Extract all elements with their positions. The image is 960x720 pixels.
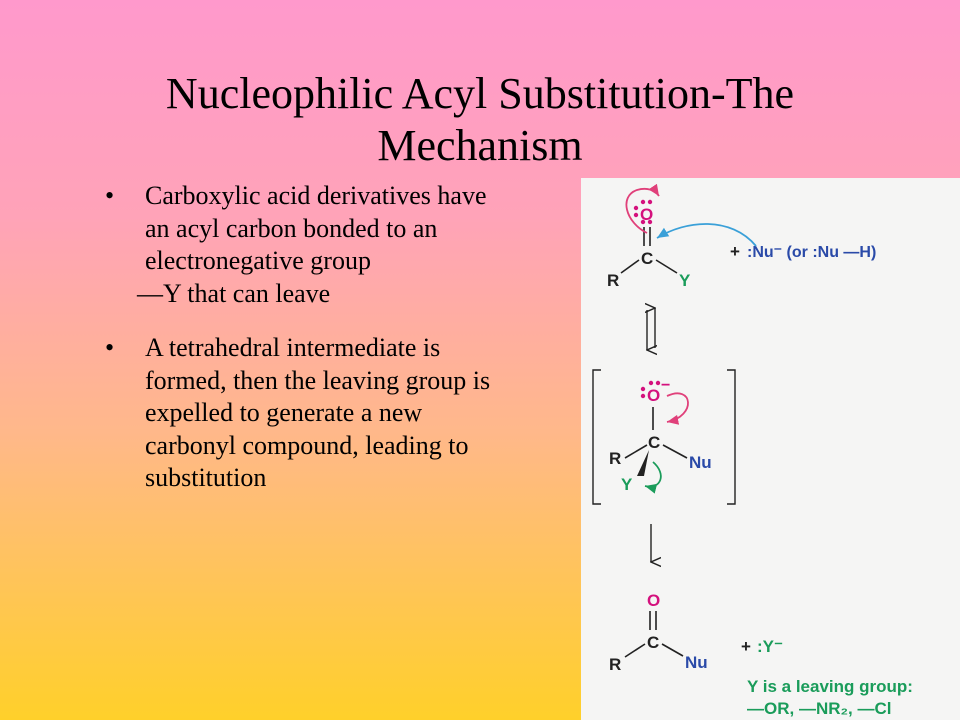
mechanism-diagram [581,178,960,720]
mechanism-svg [581,178,960,720]
slide-title [0,68,960,172]
bond-line [621,260,639,273]
step2-intermediate [593,370,735,504]
title-line-2: Mechanism [377,121,583,170]
reform-carbonyl-arrow [667,393,688,422]
nucleophile-label: :Nu⁻ (or :Nu —H) [747,244,877,261]
bond-line [625,445,647,458]
bond-line [656,260,677,273]
step1-reactant [607,189,876,290]
r-group: R [609,655,622,674]
bullet-1-text: Carboxylic acid derivatives have an acyl carbon bonded to an electronegative group [145,181,487,275]
oxygen-atom: O [647,386,661,405]
nu-group: Nu [689,453,712,472]
bullet-2-text: A tetrahedral intermediate is formed, then the leaving group is expelled to generate a new carbonyl compound, leading to substitution [145,333,491,492]
carbon-atom: C [647,633,660,652]
oxygen-atom: O [640,205,654,224]
leaving-group-arrow [645,462,661,487]
negative-charge: − [661,377,671,394]
equilibrium-arrows [647,308,655,350]
title-line-1: Nucleophilic Acyl Substitution-The [165,69,795,118]
carbon-atom: C [641,249,654,268]
lone-pair-dot [634,213,638,217]
r-group: R [607,271,620,290]
leaving-group-note-line-1: Y is a leaving group: [747,677,913,696]
bullet-1-continuation: —Y that can leave [137,278,331,308]
leaving-group-note-line-2: —OR, —NR₂, —Cl [747,699,892,718]
y-group: Y [679,271,691,290]
right-bracket [727,370,735,504]
y-group: Y [621,475,633,494]
r-group: R [609,449,622,468]
lone-pair-dot [641,387,645,391]
nu-group: Nu [685,653,708,672]
lone-pair-dot [648,200,652,204]
bond-line [663,445,687,458]
bullet-item-2 [105,332,505,495]
bullet-dot-icon: • [105,181,115,210]
plus-sign: + [730,242,740,261]
wedge-bond [637,450,649,476]
carbon-atom: C [648,433,661,452]
lone-pair-dot [634,206,638,210]
bullet-dot-icon: • [105,333,115,362]
bullet-list [105,180,505,495]
lone-pair-dot [649,381,653,385]
left-bracket [593,370,601,504]
lone-pair-dot [641,394,645,398]
oxygen-atom: O [647,591,661,610]
lone-pair-dot [656,381,660,385]
nucleophile-attack-arrow [657,224,756,246]
bullet-item-1 [105,180,505,310]
lone-pair-dot [641,200,645,204]
step3-product [609,591,913,718]
leaving-group-anion: :Y⁻ [757,637,783,656]
bond-line [625,644,645,657]
bond-line [662,644,683,656]
plus-sign: + [741,637,751,656]
